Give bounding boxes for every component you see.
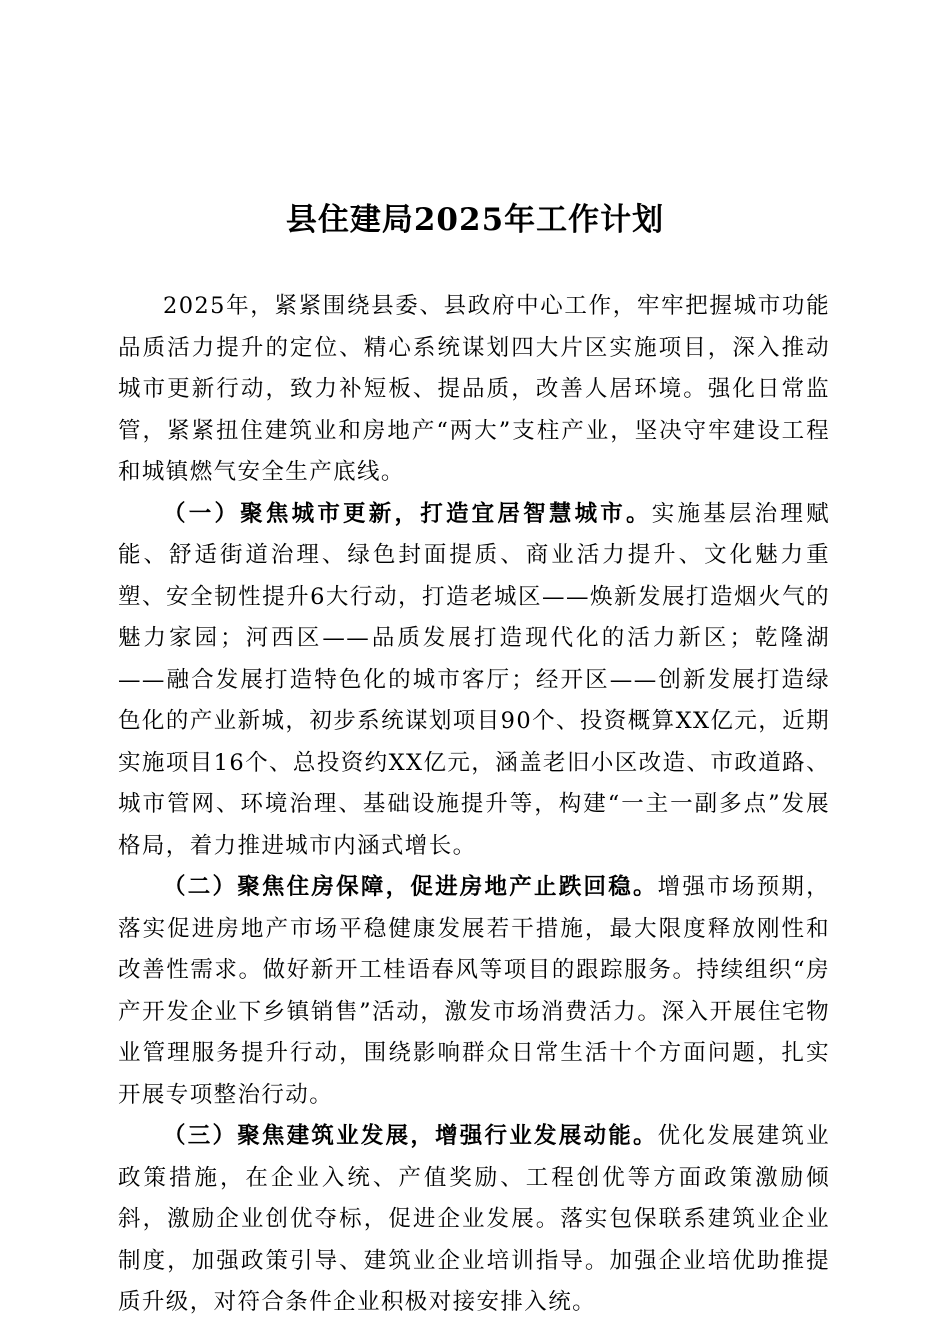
section-heading-2: （二）聚焦住房保障，促进房地产止跌回稳。: [163, 874, 658, 900]
document-body: [118, 286, 830, 1324]
section-text-3: 优化发展建筑业政策措施，在企业入统、产值奖励、工程创优等方面政策激励倾斜，激励企业创优夺标，促进企业发展。落实包保联系建筑业企业制度，加强政策引导、建筑业企业培训指导。加强企业培优助推提质升级，对符合条件企业积极对接安排入统。: [118, 1123, 830, 1315]
section-paragraph-2: [118, 867, 830, 1116]
document-title: 县住建局2025年工作计划: [285, 202, 665, 238]
section-heading-1: （一）聚焦城市更新，打造宜居智慧城市。: [163, 500, 652, 527]
section-text-1: 实施基层治理赋能、舒适街道治理、绿色封面提质、商业活力提升、文化魅力重塑、安全韧性提升6大行动，打造老城区——焕新发展打造烟火气的魅力家园；河西区——品质发展打造现代化的活力新区；乾隆湖——融合发展打造特色化的城市客厅；经开区——创新发展打造绿色化的产业新城，初步系统谋划项目90个、投资概算XX亿元，近期实施项目16个、总投资约XX亿元，涵盖老旧小区改造、市政道路、城市管网、环境治理、基础设施提升等，构建“一主一副多点”发展格局，着力推进城市内涵式增长。: [118, 500, 830, 859]
section-text-2: 增强市场预期，落实促进房地产市场平稳健康发展若干措施，最大限度释放刚性和改善性需求。做好新开工桂语春风等项目的跟踪服务。持续组织“房产开发企业下乡镇销售”活动，激发市场消费活力。深入开展住宅物业管理服务提升行动，围绕影响群众日常生活十个方面问题，扎实开展专项整治行动。: [118, 874, 830, 1108]
intro-paragraph: 2025年，紧紧围绕县委、县政府中心工作，牢牢把握城市功能品质活力提升的定位、精心系统谋划四大片区实施项目，深入推动城市更新行动，致力补短板、提品质，改善人居环境。强化日常监管，紧紧扭住建筑业和房地产“两大”支柱产业，坚决守牢建设工程和城镇燃气安全生产底线。: [118, 293, 830, 485]
section-paragraph-3: [118, 1116, 830, 1324]
section-heading-3: （三）聚焦建筑业发展，增强行业发展动能。: [163, 1123, 658, 1149]
section-paragraph-1: [118, 494, 830, 868]
